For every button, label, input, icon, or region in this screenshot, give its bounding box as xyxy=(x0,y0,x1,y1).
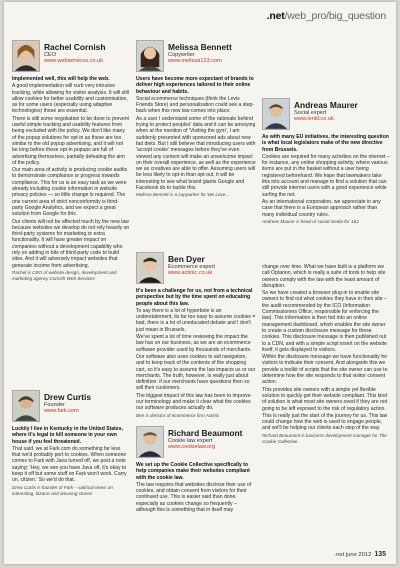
avatar xyxy=(136,40,164,72)
body-paragraph: The law requires that websites disclose their use of cookies, and obtain consent from visitors for their continued use. This is easier said than done, especially as cookies change so frequently – although this is something that in itself may xyxy=(136,481,252,514)
body-paragraph: change over time. What we have built is a platform we call Optanon, which is really a suite of tools to help site owners comply with the law with the least amount of disruption. xyxy=(262,264,386,289)
avatar xyxy=(12,390,40,422)
lead-paragraph: It's been a challenge for us, not from a technical perspective but by the time spent on educating people about this law. xyxy=(136,288,253,307)
author-ben xyxy=(136,252,256,286)
author-bio: Ben is director of ecommerce firm Actinic xyxy=(136,412,220,418)
author-url[interactable]: www.fark.com xyxy=(44,408,79,414)
author-drew xyxy=(12,390,130,424)
body-paragraph: As a user I understand some of the rationale behind trying to protect peoples' data and it can be annoying when at the mention of 'Visiting the gym', I am suddenly presented with sponsored ads about new fad diets. But I still believe that introducing users with 'accept cookie' messages before they've even viewed any content will make an unwelcome impact on their overall experience, as well as the experience we as creatives are able to offer. Assuming users will be less likely to opt-in than opt-out, it will be interesting to see what brand giants Google and Facebook do to tackle this. xyxy=(136,115,256,192)
author-richard xyxy=(136,426,256,460)
avatar xyxy=(136,252,164,284)
column-drew xyxy=(12,426,130,554)
issue-label: .net june 2012 xyxy=(334,552,372,558)
body-paragraph: So we have created a browser plug-in to enable site owners to find out what cookies they have in their site – the audit recommended by the ICO (Information Commissioners Office, responsible for enforcing the law). This information is then fed into an online management dashboard, which enables the site owner to create a custom disclosure message for these cookies. This disclosure message is then published out to a CDN, and with a simple script insert on the website itself, it gets displayed to visitors. xyxy=(262,290,387,353)
body-paragraph: Cookies are required for many activities on the internet – for instance, any online shopping activity, where various items are put in the basket without a user being registered beforehand. We hope that lawmakers take this into account and manage to find a solution that can still provide internet users with a good experience while surfing the net. xyxy=(262,153,390,198)
lead-paragraph: As with many EU initiatives, the interesting question is what local legislators make of the new directive from Brussels. xyxy=(262,134,389,153)
author-url[interactable]: www.webservices.co.uk xyxy=(44,58,104,64)
author-role: CEO xyxy=(44,52,57,58)
author-role: Cookie law expert xyxy=(168,438,213,444)
column-richard-continued xyxy=(262,264,390,554)
author-name: Andreas Maurer xyxy=(294,100,358,110)
author-role: Social expert xyxy=(294,110,327,116)
author-bio: Melissa Bennett is a copywriter for We Love… xyxy=(136,192,230,198)
page-number: 135 xyxy=(374,551,386,558)
author-url[interactable]: www.actinic.co.uk xyxy=(168,270,213,276)
magazine-page xyxy=(4,2,396,564)
avatar xyxy=(136,426,164,458)
author-bio: Richard Beaumont is business development manager for The Cookie Collective xyxy=(262,432,387,445)
author-name: Richard Beaumont xyxy=(168,428,243,438)
page-footer xyxy=(335,551,386,558)
lead-paragraph: We set up the Cookie Collective specifically to help companies make their websites compliant with the cookie law. xyxy=(136,462,250,481)
column-andreas xyxy=(262,134,390,260)
author-name: Ben Dyer xyxy=(168,254,205,264)
body-paragraph: To say there is a lot of hyperbole is an understatement, its far too easy to assume cookies = bad, there is a lot of uneducated debate and I don't just mean in Brussels. xyxy=(136,307,256,333)
column-ben xyxy=(136,288,256,422)
header-prefix: .net xyxy=(266,10,285,22)
author-url[interactable]: www.melissa123.com xyxy=(168,58,222,64)
column-melissa xyxy=(136,76,256,248)
column-rachel xyxy=(12,76,130,352)
body-paragraph: Our clients will not be affected much by the new law because websites we develop do not rely heavily on third-party systems for marketing or extra functionality. It will have greater impact on companies without a development capability who rely on adding in bits of third-party code to build sites. And it will adversely impact websites that generate income from advertising. xyxy=(12,218,130,269)
author-role: Founder xyxy=(44,402,65,408)
body-paragraph: This provides site owners with a simple yet flexible solution to quickly get their website compliant. This kind of solution is what most site owners need if they are not going to be left exposed to the risk of regulatory action. xyxy=(262,386,388,412)
author-name: Drew Curtis xyxy=(44,392,92,402)
body-paragraph: As an international corporation, we appreciate in any case that there is a European approach rather than many individual country rules. xyxy=(262,198,381,218)
body-paragraph: This is really just the start of the journey for us. This law could change how the web is used to engage people, and we'll be helping our clients each step of the way. xyxy=(262,412,388,432)
avatar xyxy=(12,40,40,72)
author-url[interactable]: www.lentil.co.uk xyxy=(294,116,334,122)
section-header xyxy=(267,10,386,22)
header-section: /web_pro/big_question xyxy=(284,10,386,22)
body-paragraph: The biggest impact of this law has been to improve our terminology and make it clear what the cookies our software produces actually do. xyxy=(136,392,251,412)
lead-paragraph: Luckily I live in Kentucky in the United States, where it's legal to kill someone in your own house if you feel threatened. xyxy=(12,426,123,445)
avatar xyxy=(262,98,290,130)
author-role: Ecommerce expert xyxy=(168,264,215,270)
body-paragraph: Within the disclosure message we have functionality for visitors to indicate their consent. And alongside this we provide a toolkit of scripts that the site owner can use to determine how the site responds to that visitor consent action. xyxy=(262,354,388,386)
body-paragraph: That said, we at Fark.com do something far less that we'd probably port to cookies. When someone comes to Fark with Java turned off, we post a note saying: 'Hey, we see you have Java off, it's okay to keep it off but some stuff on Fark won't work. Carry on, citizen.' So we'd do that. xyxy=(12,445,127,484)
body-paragraph: We've spent a lot of time reviewing the impact the law has on our business, as we are an ecommerce software provider used by thousands of merchants. xyxy=(136,334,252,353)
lead-paragraph: Users have become more expectant of brands to deliver high experiences tailored to their online behaviour and habits. xyxy=(136,76,254,95)
body-paragraph: A good implementation will curb very intrusive tracking, while allowing for visitor analysis. It will still allow cookies for better usability and customisation, as for some users (especially using adaptive technologies) these are essential. xyxy=(12,83,129,115)
author-url[interactable]: www.cookielaw.org xyxy=(168,444,216,450)
author-rachel xyxy=(12,40,130,74)
author-role: Copywriter xyxy=(168,52,195,58)
author-bio: Drew Curtis is founder of Fark – satirical views on interesting, bizarre and amusing stories xyxy=(12,484,113,496)
author-name: Rachel Cornish xyxy=(44,42,106,52)
author-bio: Rachel is CEO of website design, development and marketing agency Cornish Web Services xyxy=(12,269,117,282)
body-paragraph: There is still some negotiation to be done to prevent useful simple tracking and usability features from being excluded with the policy. We don't like many of the popup solutions for opt-in as these are too similar to the old popup advertising, and it will not be long before these opt-in popups are full of advertising themselves, partially defeating the aim of the policy. xyxy=(12,115,129,166)
author-name: Melissa Bennett xyxy=(168,42,232,52)
author-bio: Andreas Maurer is head of social media for 1&1 xyxy=(262,218,360,224)
body-paragraph: Our software also uses cookies to aid navigation, and to keep track of the contents of the shopping cart, so it's easy to assume the law impacts us or our merchants. The truth, however, is really just about definition: if our merchants have questions then so will their customers. xyxy=(136,353,256,392)
lead-paragraph: Implemented well, this will help the web. xyxy=(12,76,110,82)
column-richard xyxy=(136,462,256,556)
author-andreas xyxy=(262,98,390,132)
body-paragraph: Social ecommerce techniques (think the Levis Friends Store) and personalisation could see a step-back when this new law comes into place. xyxy=(136,95,255,115)
author-melissa xyxy=(136,40,256,74)
body-paragraph: Our main area of activity is producing cookie audits to demonstrate compliance or progress towards compliance. This for us is an easy task as we were already including cookie information in website privacy policies — so little change is required. The one current area of strict nonconformity is third-party Google Analytics, and we expect a great solution from Google for this. xyxy=(12,167,128,218)
